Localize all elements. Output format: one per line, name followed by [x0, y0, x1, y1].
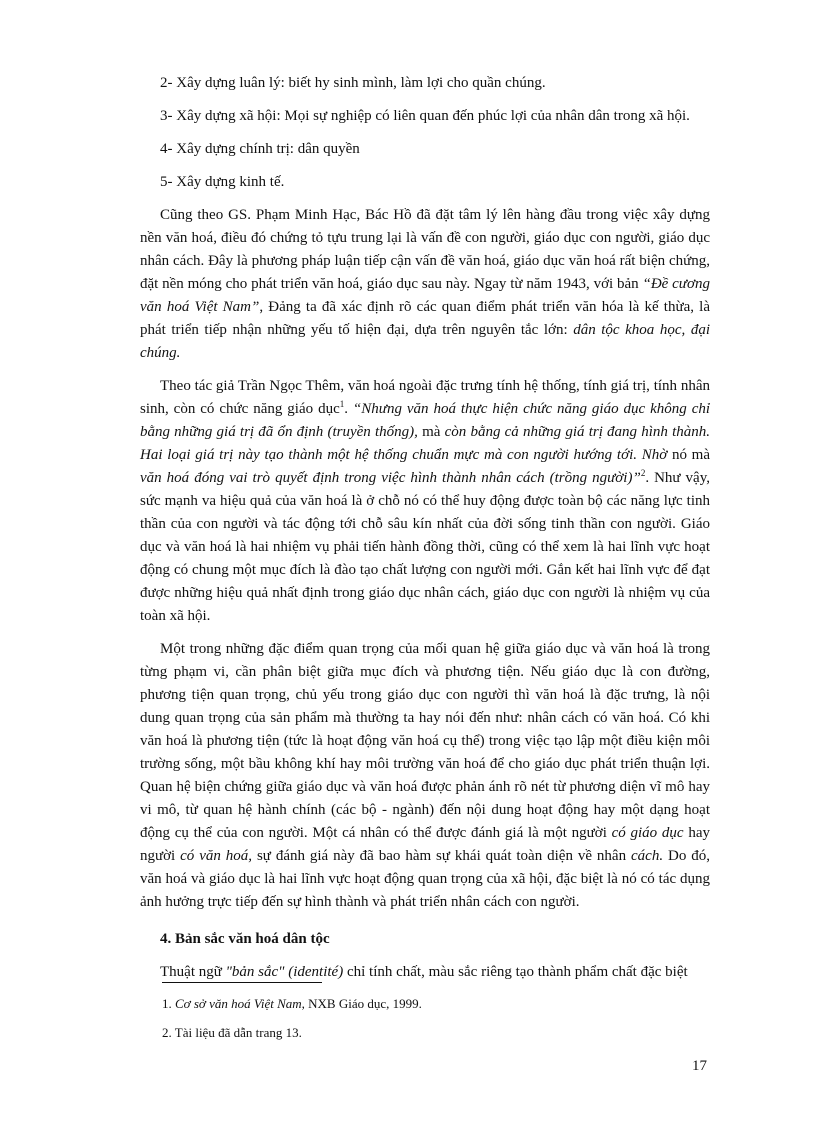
footnotes	[162, 994, 702, 1052]
italic-run: “Nhưng văn hoá thực hiện chức năng giáo dục không chỉ bằng những giá trị đã ổn định (truyền thống),	[140, 401, 711, 440]
footnote-text: NXB Giáo dục, 1999.	[304, 996, 422, 1011]
text-run: Cũng theo GS. Phạm Minh Hạc, Bác Hồ đã đặt tâm lý lên hàng đầu trong việc xây dựng nền văn hoá, điều đó chứng tỏ tựu trung lại là vấn đề con người, giáo dục con người, giáo dục nhân cách. Đây là phương pháp luận tiếp cận vấn đề văn hoá, giáo dục văn hoá rất biện chứng, đặt nền móng cho phát triển văn hoá, giáo dục sau này. Ngay từ năm 1943, với bản	[140, 207, 710, 292]
italic-run: cách.	[631, 848, 664, 864]
footnote-ref: 1	[339, 399, 345, 409]
italic-run: dân tộc khoa học, đại chúng.	[140, 322, 710, 361]
list-item: 4- Xây dựng chính trị: dân quyền	[160, 141, 360, 157]
text-run: Theo tác giả Trần Ngọc Thêm, văn hoá ngoài đặc trưng tính hệ thống, tính giá trị, tính nhân sinh, còn có chức năng giáo dục	[140, 378, 710, 417]
list-item: 2- Xây dựng luân lý: biết hy sinh mình, làm lợi cho quần chúng.	[160, 75, 546, 91]
body-text	[140, 72, 710, 994]
text-run: sự đánh giá này đã bao hàm sự khái quát toàn diện về nhân	[252, 848, 631, 864]
footnote-divider	[162, 982, 322, 983]
footnote-number: 1.	[162, 996, 175, 1011]
text-run: Một trong những đặc điểm quan trọng của mối quan hệ giữa giáo dục và văn hoá là trong từng phạm vi, cần phân biệt giữa mục đích và phương tiện. Nếu giáo dục là con đường, phương tiện quan trọng, chủ yếu trong giáo dục con người thì văn hoá là đặc trưng, là nội dung quan trọng của sản phẩm mà thường ta hay nói đến như: nhân cách có văn hoá. Có khi văn hoá là phương tiện (tức là hoạt động văn hoá cụ thể) trong việc tạo lập một điều kiện môi trường sống, một bầu không khí hay môi trường văn hoá để cho giáo dục phát triển thuận lợi. Quan hệ biện chứng giữa giáo dục và văn hoá được phản ánh rõ nét từ phương diện vĩ mô hay vi mô, từ quan hệ hành chính (các bộ - ngành) đến nội dung hoạt động hay một dạng hoạt động cụ thể của con người. Một cá nhân có thể được đánh giá là một người	[140, 641, 710, 841]
footnote-1	[162, 994, 702, 1014]
italic-run: có văn hoá,	[180, 848, 253, 864]
italic-run: còn bằng cả những giá trị đang hình thành. Hai loại giá trị này tạo thành một hệ thống chuẩn mực mà con người hướng tới. Nhờ	[140, 424, 711, 463]
footnote-title: Cơ sở văn hoá Việt Nam,	[175, 996, 305, 1011]
text-run: mà	[417, 424, 445, 440]
text-run: hay người	[140, 825, 710, 864]
text-run: . Như vậy, sức mạnh va hiệu quả của văn hoá là ở chỗ nó có thể huy động được toàn bộ các năng lực tinh thần của con người và tác động tới chỗ sâu kín nhất của đời sống tinh thần con người. Giáo dục và văn hoá là hai nhiệm vụ phải tiến hành đồng thời, cũng có thể xem là hai lĩnh vực hoạt động có chung một mục đích là đào tạo chất lượng con người mới. Gắn kết hai lĩnh vực để đạt được những hiệu quả nhất định trong giáo dục nhân cách, giáo dục con người là nhiệm vụ của toàn xã hội.	[140, 470, 710, 624]
text-run: , Đảng ta đã xác định rõ các quan điểm phát triển văn hóa là kế thừa, là phát triển tiếp nhận những yếu tố hiện đại, dựa trên nguyên tắc lớn:	[140, 299, 710, 338]
text-run: .	[344, 401, 353, 417]
italic-run: "bản sắc" (identité)	[225, 964, 344, 980]
footnote-ref: 2	[640, 468, 646, 478]
list-item: 5- Xây dựng kinh tế.	[160, 174, 285, 190]
text-run: Do đó, văn hoá và giáo dục là hai lĩnh vực hoạt động quan trọng của xã hội, đặc biệt là nó có tác dụng ảnh hưởng trực tiếp đến sự hình thành và phát triển nhân cách con người.	[140, 848, 710, 910]
italic-run: “Đề cương văn hoá Việt Nam”	[140, 276, 710, 315]
section-heading: 4. Bản sắc văn hoá dân tộc	[160, 931, 330, 947]
paragraph	[140, 638, 710, 914]
italic-run: văn hoá đóng vai trò quyết định trong việc hình thành nhân cách (trồng người)”	[140, 470, 641, 486]
paragraph	[140, 961, 710, 984]
footnote-2: 2. Tài liệu đã dẫn trang 13.	[162, 1025, 302, 1040]
list-item: 3- Xây dựng xã hội: Mọi sự nghiệp có liên quan đến phúc lợi của nhân dân trong xã hội.	[160, 108, 690, 124]
paragraph	[140, 375, 710, 628]
text-run: chỉ tính chất, màu sắc riêng tạo thành phẩm chất đặc biệt	[343, 964, 688, 980]
text-run: Thuật ngữ	[160, 964, 226, 980]
page-number: 17	[692, 1058, 707, 1074]
text-run: nó mà	[667, 447, 711, 463]
paragraph	[140, 204, 710, 365]
italic-run: có giáo dục	[611, 825, 684, 841]
